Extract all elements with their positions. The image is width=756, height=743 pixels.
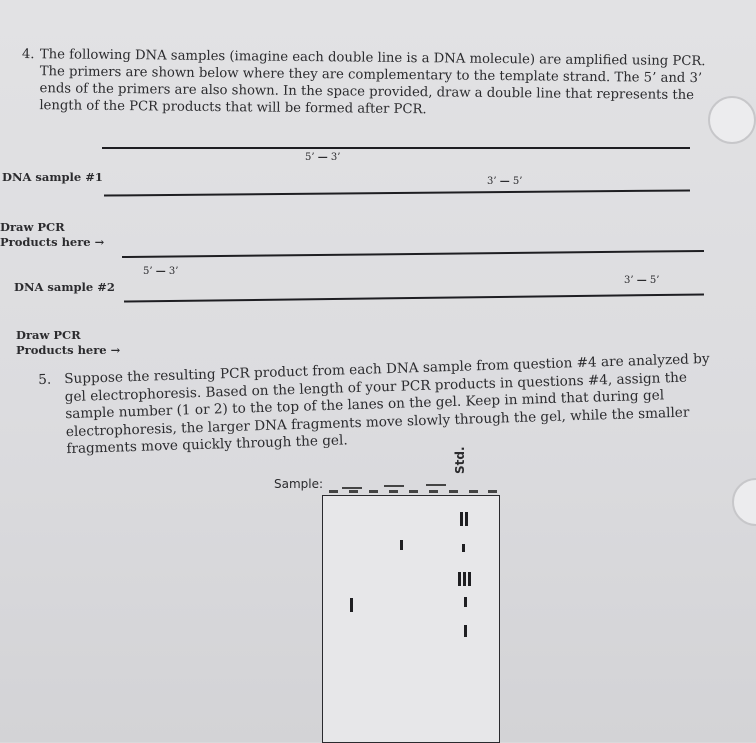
- gel-well: [469, 490, 478, 493]
- question-5: [38, 351, 720, 460]
- sample1-primer-reverse: 3’ — 5’: [487, 176, 523, 187]
- punch-hole-top: [708, 96, 756, 144]
- question-4-number: 4.: [21, 46, 35, 63]
- gel-well: [349, 490, 358, 493]
- sample2-bottom-strand: [124, 293, 704, 302]
- gel-well: [329, 490, 338, 493]
- gel-band: [350, 598, 353, 612]
- sample2-primer-reverse: 3’ — 5’: [624, 275, 660, 286]
- question-4-text: The following DNA samples (imagine each double line is a DNA molecule) are amplified using PCR. The primers are shown below where they are complementary to the template strand. The 5’ and 3’ ends of the primers are also shown. In the space provided, draw a double line that represents the length of the PCR products that will be formed after PCR.: [39, 47, 706, 118]
- gel-std-label: Std.: [453, 446, 467, 474]
- sample1-bottom-strand: [104, 189, 690, 196]
- gel-well: [429, 490, 438, 493]
- gel-box: [322, 495, 500, 743]
- question-5-number: 5.: [38, 371, 52, 388]
- std-band: [463, 572, 466, 586]
- std-band: [464, 625, 467, 637]
- std-band: [462, 544, 465, 552]
- std-band: [458, 572, 461, 586]
- sample1-primer-forward: 5’ — 3’: [305, 152, 341, 163]
- gel-band: [400, 540, 403, 550]
- sample2-label: DNA sample #2: [14, 280, 115, 294]
- sample2-primer-forward: 5’ — 3’: [143, 266, 179, 277]
- punch-hole-bottom: [732, 478, 756, 526]
- gel-well: [389, 490, 398, 493]
- gel-well: [409, 490, 418, 493]
- sample-blank-2[interactable]: [384, 485, 404, 487]
- std-band: [464, 597, 467, 607]
- std-band: [468, 572, 471, 586]
- gel-well: [488, 490, 497, 493]
- std-band: [465, 512, 468, 526]
- gel-well: [369, 490, 378, 493]
- sample1-top-strand: [102, 147, 690, 149]
- sample1-label: DNA sample #1: [2, 170, 103, 184]
- question-4: [21, 46, 712, 121]
- gel-sample-label: Sample:: [274, 477, 324, 491]
- std-band: [460, 512, 463, 526]
- sample-blank-1[interactable]: [342, 487, 362, 489]
- draw-pcr-label-2: Draw PCR Products here →: [16, 328, 121, 357]
- sample2-top-strand: [122, 250, 704, 258]
- draw-pcr-label-1: Draw PCR Products here →: [0, 220, 105, 249]
- gel-well: [449, 490, 458, 493]
- question-5-text: Suppose the resulting PCR product from each DNA sample from question #4 are analyzed by gel electrophoresis. Based on the length of your PCR products in questions #4, assign the sample number (1 or 2) to the top of the lanes on the gel. Keep in mind that during gel electrophoresis, the larger DNA fragments move slowly through the gel, while the smaller fragments move quickly through the gel.: [63, 350, 710, 458]
- sample-blank-3[interactable]: [426, 484, 446, 486]
